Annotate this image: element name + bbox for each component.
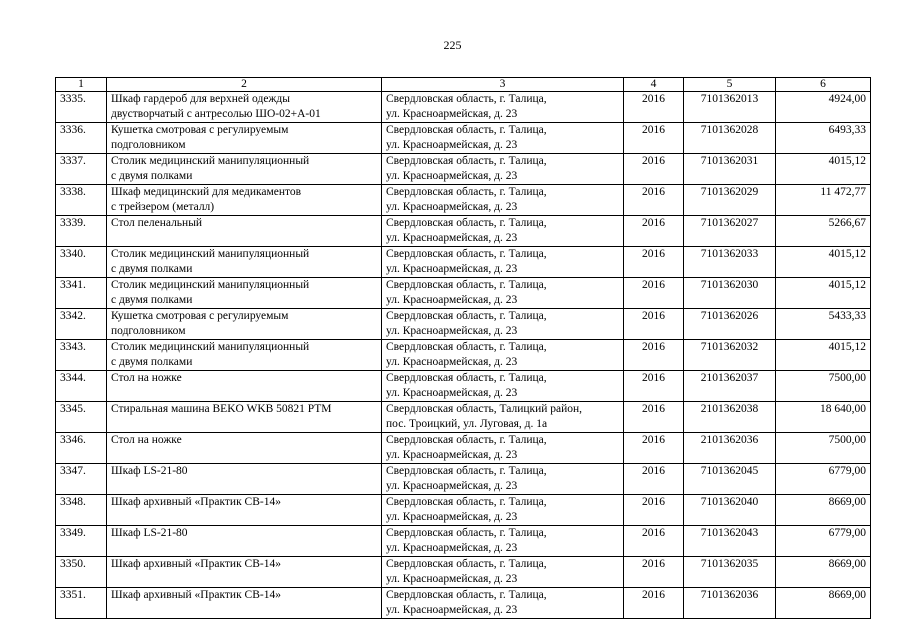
year-cell: 2016: [624, 309, 684, 340]
address-cell-line: ул. Красноармейская, д. 23: [386, 356, 518, 368]
address-cell: [382, 495, 624, 526]
inventory-code-cell: 2101362037: [684, 371, 776, 402]
amount-cell: 8669,00: [776, 588, 871, 619]
amount-cell: 8669,00: [776, 495, 871, 526]
row-number-cell: 3336.: [56, 123, 107, 154]
inventory-code-cell: 2101362038: [684, 402, 776, 433]
inventory-code-cell: 7101362033: [684, 247, 776, 278]
address-cell: [382, 371, 624, 402]
row-number-cell: 3346.: [56, 433, 107, 464]
item-name-cell: [107, 247, 382, 278]
address-cell-line: ул. Красноармейская, д. 23: [386, 604, 518, 616]
item-name-cell-line: подголовником: [111, 139, 186, 151]
table-row: [56, 216, 871, 247]
property-registry-table: [55, 77, 871, 619]
row-number-cell: 3343.: [56, 340, 107, 371]
address-cell: [382, 402, 624, 433]
address-cell: [382, 588, 624, 619]
item-name-cell: [107, 402, 382, 433]
item-name-cell: [107, 123, 382, 154]
address-cell: [382, 247, 624, 278]
address-cell-line: Свердловская область, г. Талица,: [386, 124, 547, 136]
item-name-cell-line: Столик медицинский манипуляционный: [111, 155, 310, 167]
amount-cell: 4015,12: [776, 340, 871, 371]
address-cell-line: Свердловская область, г. Талица,: [386, 589, 547, 601]
row-number-cell: 3345.: [56, 402, 107, 433]
table-row: [56, 526, 871, 557]
item-name-cell-line: с двумя полками: [111, 170, 193, 182]
row-number-cell: 3337.: [56, 154, 107, 185]
year-cell: 2016: [624, 123, 684, 154]
table-row: [56, 278, 871, 309]
row-number-cell: 3339.: [56, 216, 107, 247]
address-cell-line: ул. Красноармейская, д. 23: [386, 387, 518, 399]
address-cell-line: Свердловская область, г. Талица,: [386, 93, 547, 105]
item-name-cell-line: с двумя полками: [111, 294, 193, 306]
item-name-cell: [107, 464, 382, 495]
address-cell-line: ул. Красноармейская, д. 23: [386, 232, 518, 244]
item-name-cell-line: Стиральная машина BEKO WKB 50821 PTM: [111, 403, 332, 415]
address-cell: [382, 185, 624, 216]
table-row: [56, 495, 871, 526]
address-cell-line: Свердловская область, г. Талица,: [386, 558, 547, 570]
inventory-code-cell: 7101362030: [684, 278, 776, 309]
table-row: [56, 92, 871, 123]
item-name-cell: [107, 588, 382, 619]
address-cell-line: ул. Красноармейская, д. 23: [386, 573, 518, 585]
item-name-cell-line: Стол пеленальный: [111, 217, 203, 229]
item-name-cell-line: Столик медицинский манипуляционный: [111, 341, 310, 353]
column-header: 1: [56, 78, 107, 92]
table-row: [56, 247, 871, 278]
inventory-code-cell: 7101362035: [684, 557, 776, 588]
year-cell: 2016: [624, 433, 684, 464]
inventory-code-cell: 7101362045: [684, 464, 776, 495]
address-cell: [382, 340, 624, 371]
amount-cell: 11 472,77: [776, 185, 871, 216]
address-cell-line: Свердловская область, г. Талица,: [386, 372, 547, 384]
year-cell: 2016: [624, 154, 684, 185]
address-cell-line: ул. Красноармейская, д. 23: [386, 139, 518, 151]
inventory-code-cell: 7101362027: [684, 216, 776, 247]
inventory-code-cell: 7101362032: [684, 340, 776, 371]
table-row: [56, 340, 871, 371]
address-cell-line: ул. Красноармейская, д. 23: [386, 449, 518, 461]
item-name-cell-line: с двумя полками: [111, 356, 193, 368]
item-name-cell-line: подголовником: [111, 325, 186, 337]
inventory-code-cell: 7101362040: [684, 495, 776, 526]
table-row: [56, 309, 871, 340]
address-cell-line: Свердловская область, г. Талица,: [386, 465, 547, 477]
inventory-code-cell: 7101362013: [684, 92, 776, 123]
table-header-row: [56, 78, 871, 92]
table-row: [56, 185, 871, 216]
item-name-cell: [107, 557, 382, 588]
row-number-cell: 3351.: [56, 588, 107, 619]
row-number-cell: 3349.: [56, 526, 107, 557]
year-cell: 2016: [624, 278, 684, 309]
item-name-cell-line: Шкаф LS-21-80: [111, 465, 188, 477]
item-name-cell-line: с трейзером (металл): [111, 201, 215, 213]
address-cell: [382, 309, 624, 340]
year-cell: 2016: [624, 247, 684, 278]
amount-cell: 6779,00: [776, 464, 871, 495]
inventory-code-cell: 7101362028: [684, 123, 776, 154]
amount-cell: 6493,33: [776, 123, 871, 154]
item-name-cell-line: двустворчатый с антресолью ШО-02+А-01: [111, 108, 321, 120]
year-cell: 2016: [624, 92, 684, 123]
amount-cell: 7500,00: [776, 371, 871, 402]
inventory-code-cell: 2101362036: [684, 433, 776, 464]
address-cell: [382, 526, 624, 557]
item-name-cell-line: Шкаф гардероб для верхней одежды: [111, 93, 290, 105]
item-name-cell-line: Шкаф архивный «Практик СВ-14»: [111, 496, 281, 508]
item-name-cell: [107, 433, 382, 464]
amount-cell: 4924,00: [776, 92, 871, 123]
address-cell: [382, 278, 624, 309]
address-cell: [382, 216, 624, 247]
item-name-cell-line: с двумя полками: [111, 263, 193, 275]
column-header: 4: [624, 78, 684, 92]
amount-cell: 5433,33: [776, 309, 871, 340]
amount-cell: 4015,12: [776, 278, 871, 309]
row-number-cell: 3341.: [56, 278, 107, 309]
table-row: [56, 433, 871, 464]
row-number-cell: 3344.: [56, 371, 107, 402]
item-name-cell-line: Шкаф LS-21-80: [111, 527, 188, 539]
item-name-cell-line: Стол на ножке: [111, 434, 182, 446]
column-header: 2: [107, 78, 382, 92]
table-row: [56, 371, 871, 402]
address-cell: [382, 123, 624, 154]
year-cell: 2016: [624, 216, 684, 247]
amount-cell: 5266,67: [776, 216, 871, 247]
column-header: 3: [382, 78, 624, 92]
table-row: [56, 402, 871, 433]
year-cell: 2016: [624, 371, 684, 402]
page-number: 225: [443, 38, 462, 52]
item-name-cell: [107, 340, 382, 371]
row-number-cell: 3335.: [56, 92, 107, 123]
address-cell-line: ул. Красноармейская, д. 23: [386, 480, 518, 492]
item-name-cell: [107, 526, 382, 557]
item-name-cell-line: Шкаф медицинский для медикаментов: [111, 186, 302, 198]
row-number-cell: 3338.: [56, 185, 107, 216]
address-cell: [382, 433, 624, 464]
year-cell: 2016: [624, 557, 684, 588]
item-name-cell-line: Кушетка смотровая с регулируемым: [111, 310, 289, 322]
item-name-cell: [107, 154, 382, 185]
column-header: 6: [776, 78, 871, 92]
item-name-cell: [107, 309, 382, 340]
amount-cell: 7500,00: [776, 433, 871, 464]
amount-cell: 8669,00: [776, 557, 871, 588]
row-number-cell: 3340.: [56, 247, 107, 278]
address-cell-line: Свердловская область, г. Талица,: [386, 434, 547, 446]
address-cell-line: ул. Красноармейская, д. 23: [386, 511, 518, 523]
address-cell-line: Свердловская область, г. Талица,: [386, 217, 547, 229]
year-cell: 2016: [624, 526, 684, 557]
column-header: 5: [684, 78, 776, 92]
item-name-cell-line: Стол на ножке: [111, 372, 182, 384]
table-row: [56, 464, 871, 495]
item-name-cell-line: Кушетка смотровая с регулируемым: [111, 124, 289, 136]
address-cell: [382, 464, 624, 495]
address-cell: [382, 92, 624, 123]
year-cell: 2016: [624, 340, 684, 371]
address-cell: [382, 154, 624, 185]
row-number-cell: 3342.: [56, 309, 107, 340]
address-cell: [382, 557, 624, 588]
address-cell-line: Свердловская область, г. Талица,: [386, 496, 547, 508]
table-row: [56, 588, 871, 619]
item-name-cell: [107, 92, 382, 123]
year-cell: 2016: [624, 588, 684, 619]
item-name-cell: [107, 185, 382, 216]
address-cell-line: пос. Троицкий, ул. Луговая, д. 1а: [386, 418, 548, 430]
address-cell-line: ул. Красноармейская, д. 23: [386, 201, 518, 213]
address-cell-line: Свердловская область, г. Талица,: [386, 527, 547, 539]
table-row: [56, 123, 871, 154]
address-cell-line: ул. Красноармейская, д. 23: [386, 170, 518, 182]
address-cell-line: Свердловская область, г. Талица,: [386, 279, 547, 291]
row-number-cell: 3350.: [56, 557, 107, 588]
item-name-cell: [107, 371, 382, 402]
address-cell-line: ул. Красноармейская, д. 23: [386, 542, 518, 554]
item-name-cell-line: Столик медицинский манипуляционный: [111, 248, 310, 260]
item-name-cell: [107, 278, 382, 309]
row-number-cell: 3347.: [56, 464, 107, 495]
amount-cell: 4015,12: [776, 247, 871, 278]
amount-cell: 4015,12: [776, 154, 871, 185]
address-cell-line: ул. Красноармейская, д. 23: [386, 108, 518, 120]
address-cell-line: Свердловская область, г. Талица,: [386, 341, 547, 353]
year-cell: 2016: [624, 495, 684, 526]
item-name-cell: [107, 495, 382, 526]
year-cell: 2016: [624, 402, 684, 433]
item-name-cell: [107, 216, 382, 247]
amount-cell: 6779,00: [776, 526, 871, 557]
amount-cell: 18 640,00: [776, 402, 871, 433]
row-number-cell: 3348.: [56, 495, 107, 526]
inventory-code-cell: 7101362026: [684, 309, 776, 340]
year-cell: 2016: [624, 464, 684, 495]
item-name-cell-line: Шкаф архивный «Практик СВ-14»: [111, 558, 281, 570]
address-cell-line: Свердловская область, г. Талица,: [386, 310, 547, 322]
inventory-code-cell: 7101362031: [684, 154, 776, 185]
address-cell-line: ул. Красноармейская, д. 23: [386, 325, 518, 337]
address-cell-line: ул. Красноармейская, д. 23: [386, 294, 518, 306]
item-name-cell-line: Столик медицинский манипуляционный: [111, 279, 310, 291]
table-row: [56, 154, 871, 185]
address-cell-line: ул. Красноармейская, д. 23: [386, 263, 518, 275]
address-cell-line: Свердловская область, г. Талица,: [386, 186, 547, 198]
item-name-cell-line: Шкаф архивный «Практик СВ-14»: [111, 589, 281, 601]
year-cell: 2016: [624, 185, 684, 216]
table-row: [56, 557, 871, 588]
address-cell-line: Свердловская область, г. Талица,: [386, 155, 547, 167]
address-cell-line: Свердловская область, Талицкий район,: [386, 403, 583, 415]
address-cell-line: Свердловская область, г. Талица,: [386, 248, 547, 260]
inventory-code-cell: 7101362036: [684, 588, 776, 619]
inventory-code-cell: 7101362029: [684, 185, 776, 216]
inventory-code-cell: 7101362043: [684, 526, 776, 557]
